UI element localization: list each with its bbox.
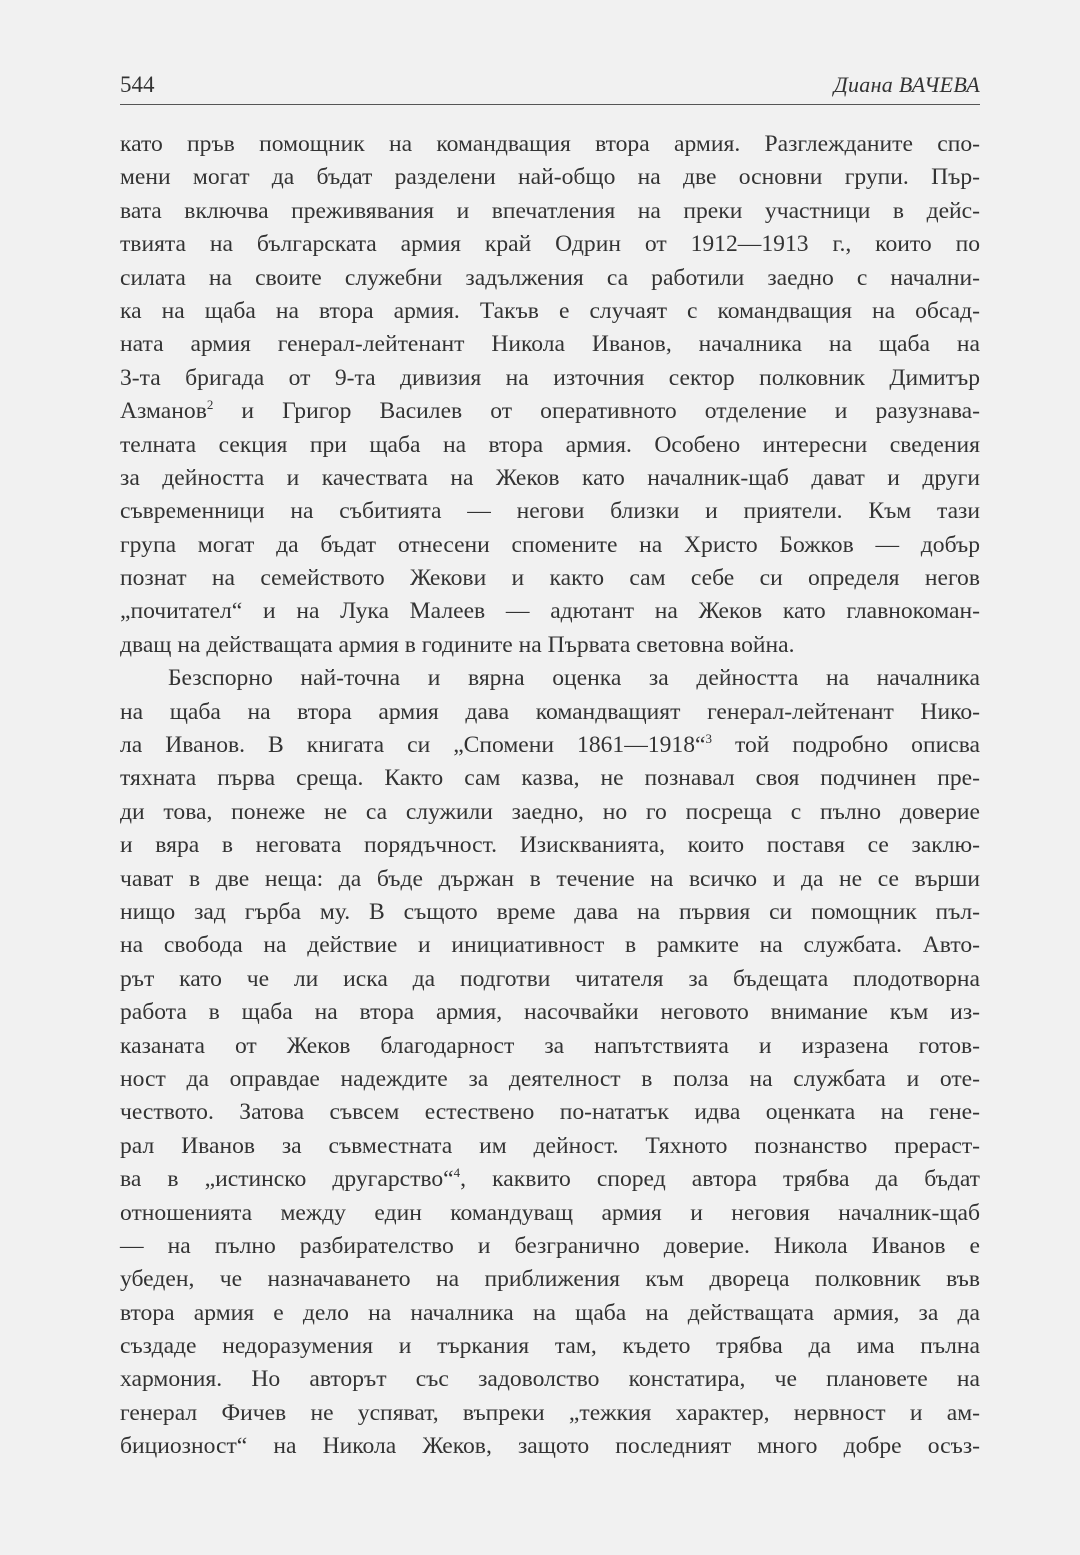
text-line: дващ на действащата армия в годините на Първата световна война. bbox=[120, 631, 795, 658]
text-line: твията на българската армия край Одрин от 1912—1913 г., които по bbox=[120, 231, 980, 258]
text-line: и вяра в неговата порядъчност. Изискванията, които поставя се заклю- bbox=[120, 832, 980, 859]
text-line: вата включва преживявания и впечатления на преки участници в дейс- bbox=[120, 197, 980, 224]
text-line: убеден, че назначаването на приближения към двореца полковник във bbox=[120, 1266, 980, 1293]
text-line: работа в щаба на втора армия, насочвайки неговото внимание към из- bbox=[120, 999, 980, 1026]
text-line: на щаба на втора армия дава командващият генерал-лейтенант Нико- bbox=[120, 698, 980, 725]
text-line: на свобода на действие и инициативност в рамките на службата. Авто- bbox=[120, 932, 980, 959]
text-line: Азманов$^2$ и Григор Василев от оперативното отделение и разузнава- bbox=[120, 397, 980, 425]
text-line: „почитател“ и на Лука Малеев — адютант на Жеков като главнокоман- bbox=[120, 598, 980, 625]
text-line: ната армия генерал-лейтенант Никола Иванов, началника на щаба на bbox=[120, 331, 980, 358]
text-line: бициозност“ на Никола Жеков, защото последният много добре осъз- bbox=[120, 1433, 980, 1460]
paragraph bbox=[120, 128, 980, 662]
text-line: рал Иванов за съвместната им дейност. Тяхното познанство прераст- bbox=[120, 1132, 980, 1159]
text-line: ва в „истинско другарство“$^4$, каквито според автора трябва да бъдат bbox=[120, 1165, 980, 1193]
text-line: ност да оправдае надеждите за деятелност в полза на службата и оте- bbox=[120, 1065, 980, 1092]
text-line: чеството. Затова съвсем естествено по-нататък идва оценката на гене- bbox=[120, 1099, 980, 1126]
text-line: за дейността и качествата на Жеков като началник-щаб дават и други bbox=[120, 464, 980, 491]
text-line: 3-та бригада от 9-та дивизия на източния сектор полковник Димитър bbox=[120, 364, 980, 391]
text-line: група могат да бъдат отнесени спомените на Христо Божков — добър bbox=[120, 531, 980, 558]
text-line: — на пълно разбирателство и безгранично доверие. Никола Иванов е bbox=[120, 1232, 980, 1259]
text-line: казаната от Жеков благодарност за напътствията и изразена готов- bbox=[120, 1032, 980, 1059]
paragraph bbox=[120, 662, 980, 1463]
text-line: познат на семейството Жекови и както сам себе си определя негов bbox=[120, 565, 980, 592]
text-line: създаде недоразумения и търкания там, където трябва да има пълна bbox=[120, 1333, 980, 1360]
text-line: ла Иванов. В книгата си „Спомени 1861—1918“$^3$ той подробно описва bbox=[120, 731, 980, 759]
text-line: тяхната първа среща. Както сам казва, не познавал своя подчинен пре- bbox=[120, 765, 980, 792]
page-number: 544 bbox=[120, 72, 155, 97]
text-line: рът като че ли иска да подготви читателя за бъдещата плодотворна bbox=[120, 965, 980, 992]
text-line: ди това, понеже не са служили заедно, но го посреща с пълно доверие bbox=[120, 798, 980, 825]
text-line: силата на своите служебни задължения са работили заедно с начални- bbox=[120, 264, 980, 291]
text-line: нищо зад гърба му. В същото време дава на първия си помощник пъл- bbox=[120, 898, 980, 925]
text-line: мени могат да бъдат разделени най-общо на две основни групи. Пър- bbox=[120, 164, 980, 191]
body-text bbox=[120, 128, 980, 1464]
text-line: отношенията между един командуващ армия и неговия началник-щаб bbox=[120, 1199, 980, 1226]
text-line: чават в две неща: да бъде държан в течение на всичко и да не се върши bbox=[120, 865, 980, 892]
text-line: съвременници на събитията — негови близки и приятели. Към тази bbox=[120, 498, 980, 525]
text-line: генерал Фичев не успяват, въпреки „тежкия характер, нервност и ам- bbox=[120, 1399, 980, 1426]
text-line: като пръв помощник на командващия втора армия. Разглежданите спо- bbox=[120, 131, 980, 157]
text-line: хармония. Но авторът със задоволство констатира, че плановете на bbox=[120, 1366, 980, 1393]
text-line: втора армия е дело на началника на щаба на действащата армия, за да bbox=[120, 1299, 980, 1326]
page-header bbox=[120, 70, 980, 105]
text-line: Безспорно най-точна и вярна оценка за дейността на началника bbox=[168, 665, 980, 692]
running-head: Диана ВАЧЕВА bbox=[833, 72, 980, 97]
text-line: ка на щаба на втора армия. Такъв е случаят с командващия на обсад- bbox=[120, 297, 980, 324]
text-line: телната секция при щаба на втора армия. Особено интересни сведения bbox=[120, 431, 980, 458]
